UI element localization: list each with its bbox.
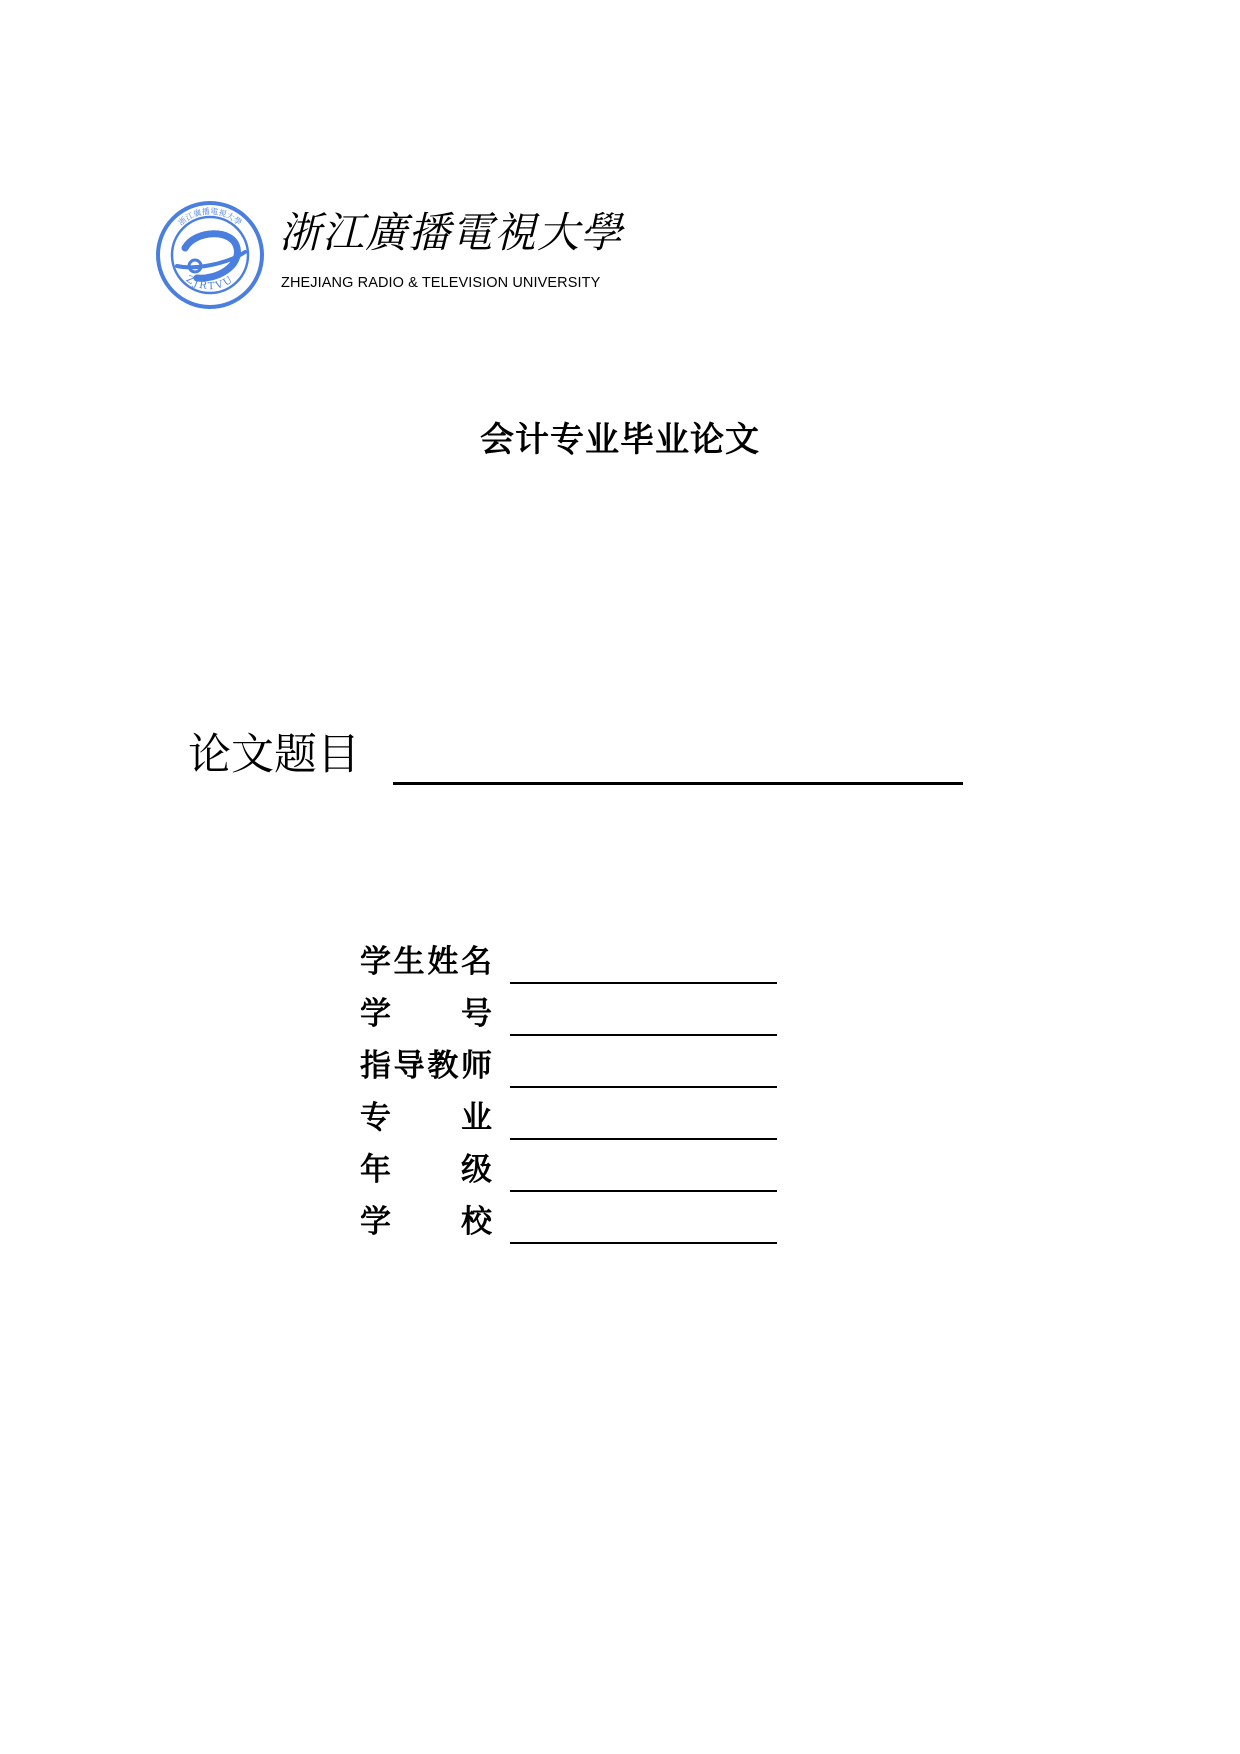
field-advisor [360,1046,780,1098]
university-logo [155,200,624,315]
document-title: 会计专业毕业论文 [480,420,760,460]
field-major [360,1098,780,1150]
advisor-field[interactable] [510,1086,777,1088]
seal-ring-text: 浙江廣播電視大學 [176,206,244,228]
field-student-id [360,994,780,1046]
thesis-title-label: 论文题目 [188,730,360,780]
major-field[interactable] [510,1138,777,1140]
field-school [360,1202,780,1254]
university-seal-icon [155,200,265,310]
student-name-field[interactable] [510,982,777,984]
field-label: 指导教师 [360,1048,492,1084]
seal-abbreviation: ZJRTVU [183,273,237,293]
field-label: 学 校 [360,1204,492,1240]
field-student-name [360,942,780,994]
thesis-title-field[interactable] [393,782,963,785]
field-label: 专 业 [360,1100,492,1136]
field-label: 学 号 [360,996,492,1032]
school-name-en: ZHEJIANG RADIO & TELEVISION UNIVERSITY [281,275,601,291]
student-id-field[interactable] [510,1034,777,1036]
field-label: 年 级 [360,1152,492,1188]
school-name-cn: 浙江廣播電視大學 [279,208,624,257]
field-grade [360,1150,780,1202]
grade-field[interactable] [510,1190,777,1192]
school-field[interactable] [510,1242,777,1244]
student-info-form [360,942,780,1254]
field-label: 学生姓名 [360,944,492,980]
